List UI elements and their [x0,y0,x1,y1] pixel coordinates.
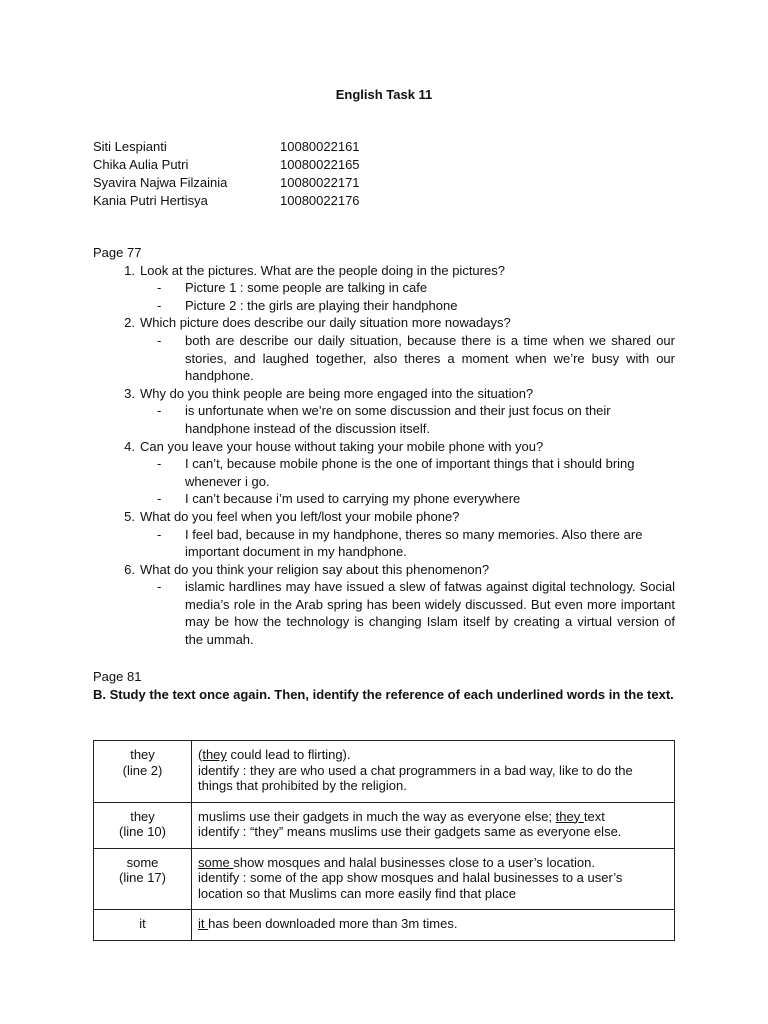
question-text: Can you leave your house without taking your mobile phone with you? [140,438,544,454]
member-name: Siti Lespianti [93,139,167,154]
question-number: 6. [124,561,135,577]
answer-item [93,279,675,297]
reference-word: some [126,854,159,870]
dash-bullet: - [157,491,162,507]
dash-bullet: - [157,297,162,313]
reference-cell [192,848,675,910]
reference-line: (line 2) [122,762,163,778]
underlined-word: they [555,808,584,824]
question-text: Look at the pictures. What are the people doing in the pictures? [140,262,505,278]
question-item [93,438,675,456]
dash-bullet: - [157,403,162,419]
table-row [94,910,675,941]
member-id: 10080022176 [280,193,360,208]
page81-section [93,668,675,703]
reference-sentence [198,809,668,825]
member-row [93,192,360,210]
reference-sentence [198,855,668,871]
question-item [93,508,675,526]
sentence-post: text [583,808,605,824]
dash-bullet: - [157,526,162,542]
dash-bullet: - [157,456,162,472]
answer-item [93,490,675,508]
question-text: What do you think your religion say about this phenomenon? [140,561,490,577]
member-name: Kania Putri Hertisya [93,193,208,208]
table-row [94,741,675,803]
sentence-post: could lead to flirting). [226,747,351,762]
member-list [93,138,360,210]
member-row [93,174,360,192]
answer-text: islamic hardlines may have issued a slew of fatwas against digital technology. Social media’s role in the Arab spring has been widely discussed. But even more important may be how the technology is changing Islam itself by creating a virtual version of the ummah. [185,579,675,648]
page77-section [93,244,675,649]
answer-text: I can’t because i’m used to carrying my phone everywhere [185,491,521,507]
answer-text: I can’t, because mobile phone is the one of important things that i should bring whenever i go. [185,456,635,489]
answer-item [93,332,675,385]
question-number: 1. [124,262,135,278]
underlined-word: some [198,854,234,870]
word-cell [94,741,192,803]
answer-text: both are describe our daily situation, because there is a time when we shared our stories, and laughed together, also theres a moment when we’re busy with our handphone. [185,332,675,384]
answer-text: Picture 2 : the girls are playing their handphone [185,297,458,313]
table-row [94,848,675,910]
reference-table [93,740,675,941]
reference-line: (line 10) [119,824,166,839]
member-id: 10080022161 [280,139,360,154]
underlined-word: it [198,916,209,931]
reference-sentence [198,747,668,763]
reference-word: they [130,808,155,824]
question-item [93,314,675,332]
reference-cell [192,802,675,848]
word-cell [94,802,192,848]
reference-cell [192,741,675,803]
answer-item [93,402,675,437]
answer-text: is unfortunate when we’re on some discussion and their just focus on their handphone instead of the discussion itself. [185,403,611,436]
identify-text: identify : some of the app show mosques and halal businesses to a user’s location so that Muslims can more easily find that place [198,870,623,901]
reference-sentence [198,916,668,932]
question-number: 4. [124,438,135,454]
member-row [93,156,360,174]
answer-item [93,297,675,315]
sentence-post: show mosques and halal businesses close to a user’s location. [233,854,595,870]
question-item [93,385,675,403]
question-number: 3. [124,385,135,401]
answer-text: I feel bad, because in my handphone, theres so many memories. Also there are important document in my handphone. [185,526,643,560]
member-name: Syavira Najwa Filzainia [93,175,228,190]
question-item [93,262,675,280]
reference-cell [192,910,675,941]
underlined-word: they [202,747,227,762]
answer-text: Picture 1 : some people are talking in cafe [185,280,428,296]
page77-label: Page 77 [93,245,142,260]
question-number: 2. [124,315,135,331]
question-number: 5. [124,508,135,524]
question-text: Which picture does describe our daily situation more nowadays? [140,315,511,331]
dash-bullet: - [157,579,162,595]
word-cell [94,910,192,941]
question-text: Why do you think people are being more engaged into the situation? [140,385,534,401]
document-title: English Task 11 [335,87,433,102]
member-id: 10080022165 [280,157,360,172]
answer-item [93,578,675,648]
member-id: 10080022171 [280,175,360,190]
answer-item [93,455,675,490]
word-cell [94,848,192,910]
question-text: What do you feel when you left/lost your mobile phone? [140,508,460,524]
instruction-heading: B. Study the text once again. Then, identify the reference of each underlined words in the text. [93,686,674,702]
dash-bullet: - [157,332,162,348]
identify-text: identify : “they” means muslims use their gadgets same as everyone else. [198,824,622,839]
sentence-pre: muslims use their gadgets in much the way as everyone else; [198,808,556,824]
reference-line: (line 17) [119,870,166,885]
sentence-post: has been downloaded more than 3m times. [208,916,458,931]
sentence-pre: ( [198,747,203,762]
member-row [93,138,360,156]
member-name: Chika Aulia Putri [93,157,189,172]
page81-label: Page 81 [93,669,142,684]
dash-bullet: - [157,280,162,296]
answer-item [93,526,675,561]
reference-word: it [139,916,146,931]
table-row [94,802,675,848]
identify-text: identify : they are who used a chat programmers in a bad way, like to do the things that prohibited by the religion. [198,762,633,793]
question-item [93,561,675,579]
reference-word: they [130,747,155,762]
